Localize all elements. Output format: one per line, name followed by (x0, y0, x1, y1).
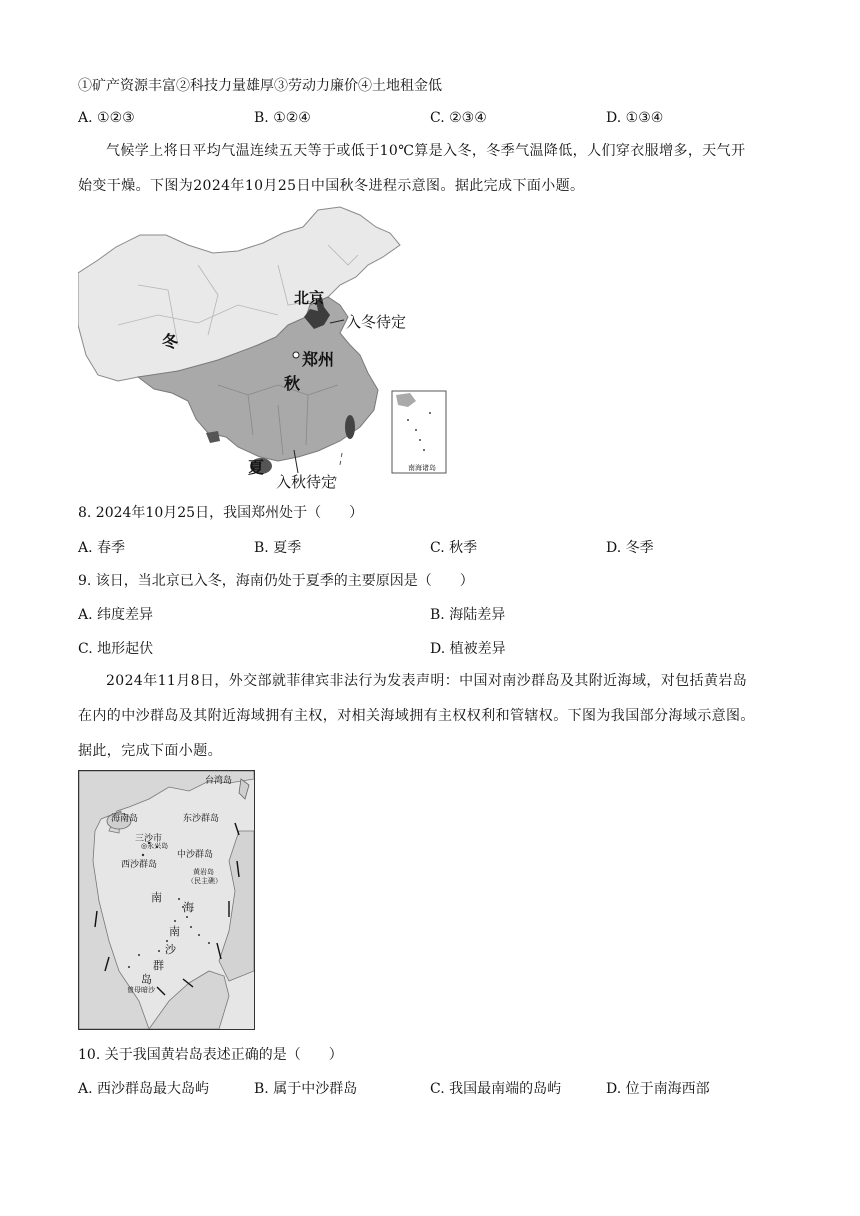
sansha-label: 三沙市 (135, 834, 163, 844)
philippines-shape (219, 831, 254, 981)
huangyan-label: 黄岩岛 (193, 868, 214, 876)
zhengzhou-dot (293, 352, 299, 358)
autumn-label: 秋 (284, 374, 301, 393)
taiwan-island-shape (239, 779, 249, 799)
q7-option-c: C. ②③④ (430, 110, 487, 126)
q8-option-b: B. 夏季 (254, 540, 302, 556)
huangyan-alt-label: （民主礁） (187, 877, 222, 885)
q9-stem: 9. 该日，当北京已入冬，海南仍处于夏季的主要原因是（ ） (78, 573, 474, 589)
q10-option-c: C. 我国最南端的岛屿 (430, 1081, 562, 1097)
nansha-label-dao: 岛 (141, 973, 152, 986)
hainan-label: 海南岛 (111, 814, 139, 824)
summer-label: 夏 (248, 458, 265, 477)
south-china-sea-map (78, 770, 255, 1030)
passage-1-line-1: 气候学上将日平均气温连续五天等于或低于10℃算是入冬，冬季气温降低，人们穿衣服增多，天气开 (106, 143, 746, 159)
q8-option-d: D. 冬季 (606, 540, 654, 556)
southwest-patch (206, 431, 220, 443)
q10-option-a: A. 西沙群岛最大岛屿 (78, 1081, 210, 1097)
south-china-sea-graphic (79, 771, 254, 1029)
borneo-shape (149, 971, 229, 1029)
passage-2 (78, 664, 784, 769)
q7-option-d: D. ①③④ (606, 110, 664, 126)
zhongsha-label: 中沙群岛 (177, 850, 214, 860)
sea-label-hai: 海 (183, 901, 194, 914)
q8-option-c: C. 秋季 (430, 540, 478, 556)
xisha-label: 西沙群岛 (121, 860, 158, 870)
inset-label: 南海诸岛 (408, 464, 436, 472)
q7-option-b: B. ①②④ (254, 110, 311, 126)
q10-option-b: B. 属于中沙群岛 (254, 1081, 358, 1097)
q7-choices-line: ①矿产资源丰富②科技力量雄厚③劳动力廉价④土地租金低 (78, 78, 442, 94)
autumn-pending-label: 入秋待定 (276, 473, 337, 491)
nansha-label-nan: 南 (169, 925, 180, 938)
nansha-label-sha: 沙 (165, 943, 176, 956)
zengmu-label: 曾母暗沙 (127, 986, 155, 994)
winter-pending-label: 入冬待定 (346, 313, 407, 331)
passage-1 (78, 134, 784, 204)
q10-option-d: D. 位于南海西部 (606, 1081, 710, 1097)
q10-stem: 10. 关于我国黄岩岛表述正确的是（ ） (78, 1047, 343, 1063)
zhengzhou-label: 郑州 (302, 350, 335, 369)
q7-option-a: A. ①②③ (78, 110, 135, 126)
q9-option-d: D. 植被差异 (430, 641, 506, 657)
china-season-map-graphic (78, 205, 458, 495)
q9-option-c: C. 地形起伏 (78, 641, 154, 657)
sea-label-nan: 南 (151, 891, 162, 904)
passage-2-line-1: 2024年11月8日，外交部就菲律宾非法行为发表声明：中国对南沙群岛及其附近海域，对包括黄岩岛 (106, 673, 748, 689)
dongsha-label: 东沙群岛 (183, 814, 220, 824)
taiwan-island (345, 415, 355, 439)
passage-1-line-2: 始变干燥。下图为2024年10月25日中国秋冬进程示意图。据此完成下面小题。 (78, 178, 585, 194)
q8-stem: 8. 2024年10月25日，我国郑州处于（ ） (78, 505, 364, 521)
yongxing-label: ◎永兴岛 (141, 842, 169, 850)
taiwan-label: 台湾岛 (205, 776, 233, 786)
passage-2-line-2: 在内的中沙群岛及其附近海域拥有主权，对相关海域拥有主权权利和管辖权。下图为我国部分海域示意图。 (78, 708, 755, 724)
passage-2-line-3: 据此，完成下面小题。 (78, 743, 222, 759)
q9-option-a: A. 纬度差异 (78, 607, 154, 623)
q9-option-b: B. 海陆差异 (430, 607, 506, 623)
nansha-label-qun: 群 (153, 959, 164, 972)
beijing-label: 北京 (294, 289, 325, 307)
q8-option-a: A. 春季 (78, 540, 126, 556)
china-season-map (78, 205, 458, 495)
winter-label: 冬 (162, 332, 179, 351)
